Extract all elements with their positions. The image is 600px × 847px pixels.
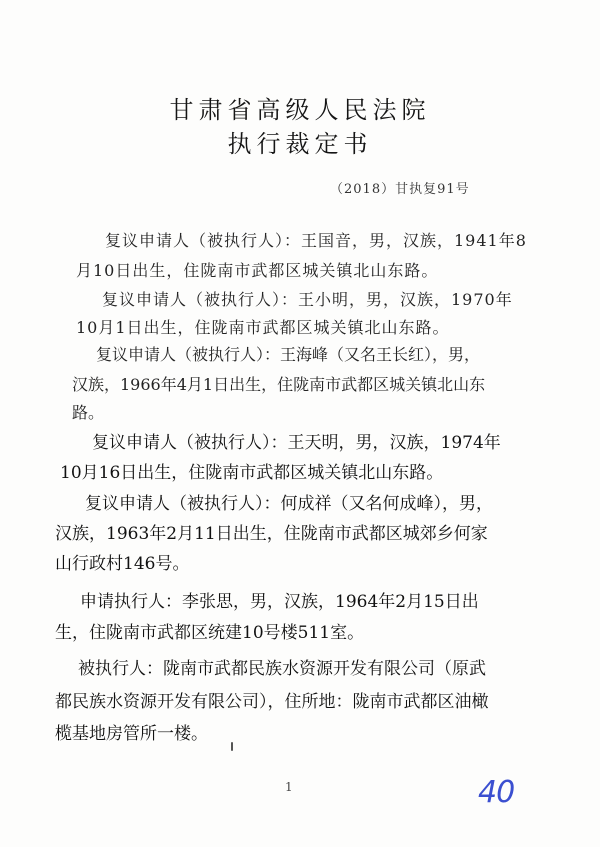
respondent-line-2: 都民族水资源开发有限公司），住所地：陇南市武都区油橄 (55, 692, 489, 712)
handwritten-page-count: 40 (478, 775, 515, 810)
party-1-line-2: 月10日出生，住陇南市武都区城关镇北山东路。 (76, 261, 439, 280)
respondent-line-1: 被执行人：陇南市武都民族水资源开发有限公司（原武 (78, 659, 486, 679)
party-2-line-2: 10月1日出生，住陇南市武都区城关镇北山东路。 (76, 318, 450, 337)
party-3-line-1: 复议申请人（被执行人）：王海峰（又名王长红），男， (96, 345, 481, 364)
party-3-line-2: 汉族，1966年4月1日出生，住陇南市武都区城关镇北山东 (72, 375, 486, 394)
scan-speck (231, 742, 233, 751)
party-5-line-1: 复议申请人（被执行人）：何成祥（又名何成峰），男， (85, 494, 493, 514)
court-name: 甘肃省高级人民法院 (169, 96, 431, 124)
case-number: （2018）甘执复91号 (330, 182, 470, 197)
party-4-line-2: 10月16日出生，住陇南市武都区城关镇北山东路。 (60, 463, 444, 483)
party-4-line-1: 复议申请人（被执行人）：王天明，男，汉族，1974年 (92, 433, 501, 453)
party-5-line-3: 山行政村146号。 (55, 554, 190, 574)
party-1-line-1: 复议申请人（被执行人）：王国音，男，汉族，1941年8 (105, 231, 527, 250)
page-number: 1 (285, 780, 293, 794)
party-5-line-2: 汉族，1963年2月11日出生，住陇南市武都区城郊乡何家 (55, 524, 488, 544)
applicant-line-2: 生，住陇南市武都区统建10号楼511室。 (55, 623, 365, 643)
party-2-line-1: 复议申请人（被执行人）：王小明，男，汉族，1970年 (102, 290, 513, 309)
document-type: 执行裁定书 (227, 130, 373, 158)
party-3-line-3: 路。 (72, 403, 105, 422)
applicant-line-1: 申请执行人：李张思，男，汉族，1964年2月15日出 (80, 592, 479, 612)
respondent-line-3: 榄基地房管所一楼。 (55, 724, 208, 744)
